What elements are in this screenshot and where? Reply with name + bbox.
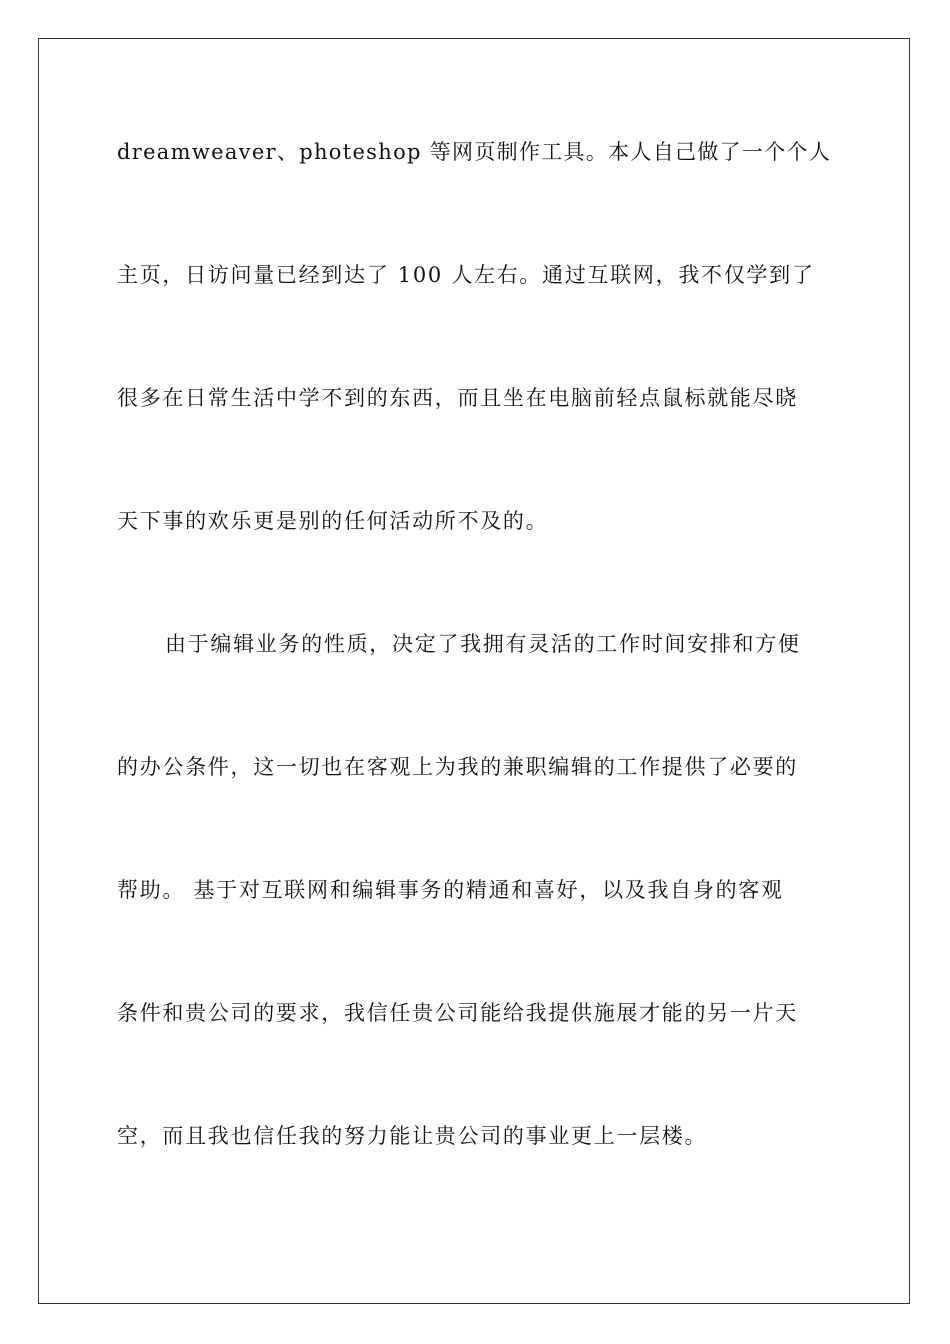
text-line-3: 很多在日常生活中学不到的东西，而且坐在电脑前轻点鼠标就能尽晓 — [117, 386, 798, 410]
text-line-8: 条件和贵公司的要求，我信任贵公司能给我提供施展才能的另一片天 — [117, 1001, 798, 1025]
text-line-7: 帮助。 基于对互联网和编辑事务的精通和喜好，以及我自身的客观 — [117, 878, 784, 902]
text-line-5-paragraph-start: 由于编辑业务的性质，决定了我拥有灵活的工作时间安排和方便 — [165, 632, 801, 656]
text-line-4: 天下事的欢乐更是别的任何活动所不及的。 — [117, 509, 549, 533]
text-line-1: dreamweaver、photeshop 等网页制作工具。本人自己做了一个个人 — [117, 140, 832, 164]
text-line-2: 主页，日访问量已经到达了 100 人左右。通过互联网，我不仅学到了 — [117, 263, 815, 287]
text-line-6: 的办公条件，这一切也在客观上为我的兼职编辑的工作提供了必要的 — [117, 755, 798, 779]
text-line-9: 空，而且我也信任我的努力能让贵公司的事业更上一层楼。 — [117, 1124, 708, 1148]
page-border — [38, 38, 910, 1304]
